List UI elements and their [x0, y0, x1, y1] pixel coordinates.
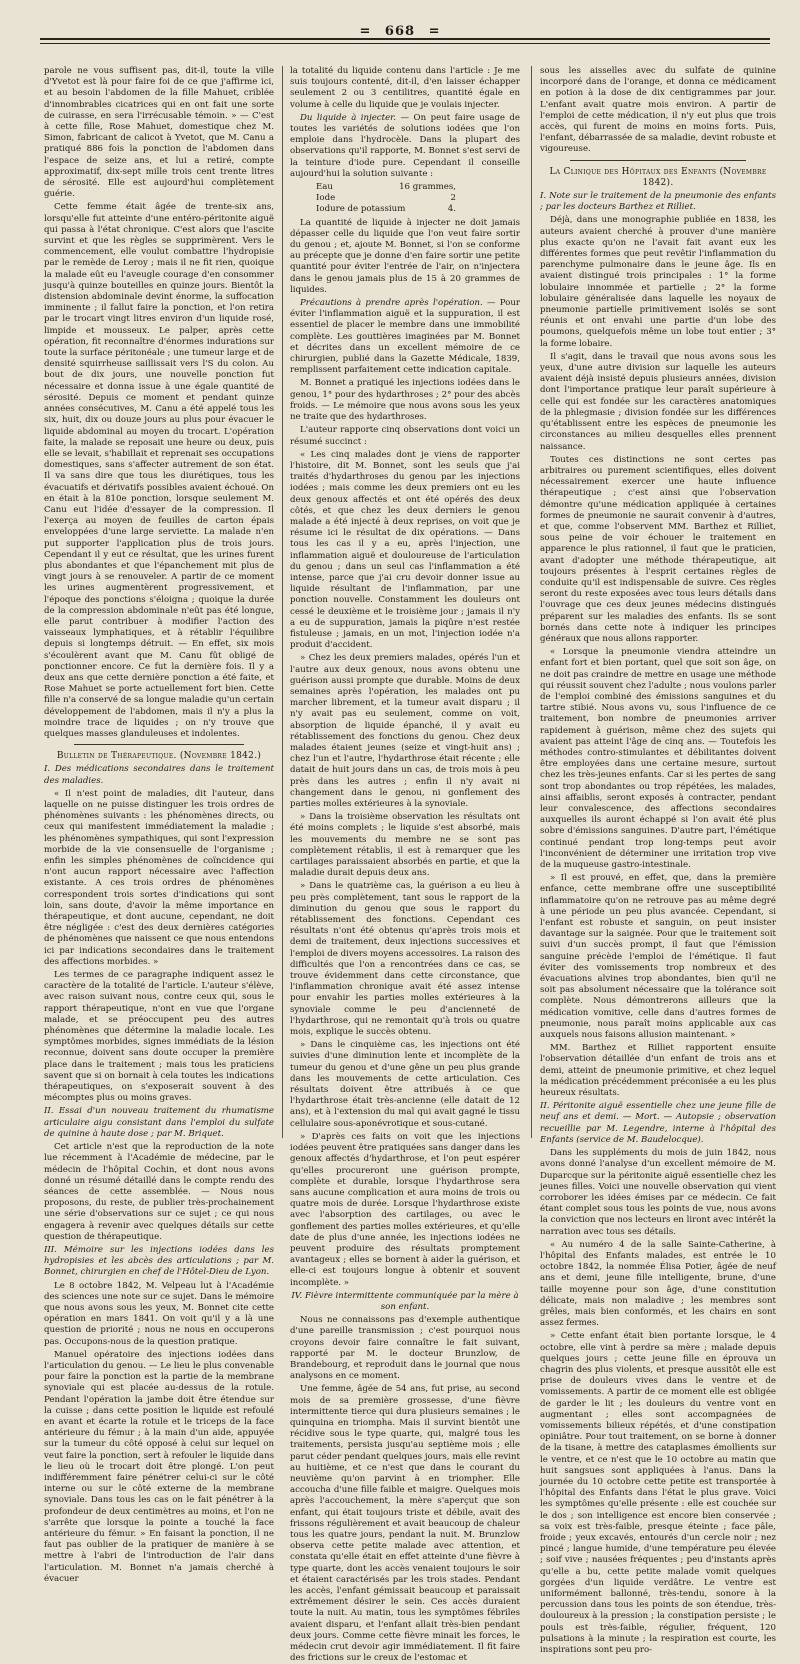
paragraph: » Il est prouvé, en effet, que, dans la première enfance, cette membrane offre une susceptibilité inflammatoire qu'on ne retrouve pas au même degré à une période un peu plus avancée. Cependant, si l'enfant est robuste et sanguin, on peut insister davantage sur la saignée. Pour que le traitement soit suivi d'un succès prompt, il faut que l'émission sanguine précède l'emploi de l'émétique. Il faut éviter des vomissements trop nombreux et des évacuations alvines trop abondantes, bien qu'il ne soit pas absolument nécessaire que la tolérance soit complète. Nous démontrerons ailleurs que la médication vomitive, celle dans d'autres formes de pneumonie, nous paraît moins applicable aux cas auxquels nous faisons allusion maintenant. »	[540, 873, 776, 1041]
page-number: = 668 =	[359, 24, 441, 39]
column-1	[44, 66, 274, 1584]
paragraph: « Les cinq malades dont je viens de rapporter l'histoire, dit M. Bonnet, sont les seuls que j'ai traités d'hydarthroses du genou par les injections iodées ; mais comme les deux premiers ont eu les deux genoux affectés et ont été opérés des deux côtés, et que chez les deux derniers le genou malade a été injecté à deux reprises, on voit que je résume ici le résultat de dix opérations. — Dans tous les cas il y a eu, après l'injection, une inflammation aiguë et douloureuse de l'articulation du genou ; dans un seul cas l'inflammation a été intense, parce que j'ai cru devoir donner issue au liquide résultant de l'inflammation, par une ponction nouvelle. Constamment les douleurs ont cessé le deuxième et le troisième jour ; jamais il n'y a eu de suppuration, jamais la piqûre n'est restée fistuleuse ; jamais, en un mot, l'injection iodée n'a produit d'accident.	[290, 449, 520, 651]
paragraph: » Chez les deux premiers malades, opérés l'un et l'autre aux deux genoux, nous avons obtenu une guérison aussi prompte que durable. Moins de deux semaines après l'opération, les malades ont pu marcher librement, et la tumeur avait disparu ; il n'y avait pas eu seulement, comme on voit, absorption de liquide épanché, il y avait eu rétablissement des fonctions du genou. Chez deux malades étaient jeunes (seize et vingt-huit ans) ; chez l'un et l'autre, l'hydarthrose était récente ; elle datait de huit jours dans un cas, de trois mois à peu près dans les autres ; enfin il n'y avait ni changement dans le genou, ni gonflement des parties molles extérieures à la synoviale.	[290, 653, 520, 809]
section-title: Bulletin de Thérapeutique. (Novembre 1842.)	[56, 751, 262, 762]
paragraph: la totalité du liquide contenu dans l'article : Je me suis toujours contenté, dit-il, d'en laisser échapper seulement 2 ou 3 centilitres, quantité égale en volume à celle du liquide que je voulais injecter.	[290, 66, 520, 110]
article-title: II. Péritonite aiguë essentielle chez une jeune fille de neuf ans et demi. — Mort. — Autopsie ; observation recueillie par M. Legendre, interne à l'hôpital des Enfants (service de M. Baudelocque).	[540, 1101, 776, 1145]
section-divider	[570, 160, 746, 161]
paragraph: Le 8 octobre 1842, M. Velpeau lut à l'Académie des sciences une note sur ce sujet. Dans le mémoire que nous avons sous les yeux, M. Bonnet cite cette opération en mars 1841. On voit qu'il y a là une question de priorité ; nous ne nous en occuperons pas. Occupons-nous de la question pratique.	[44, 1280, 274, 1347]
paragraph: » D'après ces faits on voit que les injections iodées peuvent être pratiquées sans danger dans les genoux affectés d'hydarthrose, et l'on peut espérer qu'elles procureront une guérison prompte, complète et durable, lorsque l'hydarthrose sera sans aucune complication et aura moins de trois ou quatre mois de durée. Lorsque l'hydarthrose existe avec l'absorption des cartilages, ou avec le gonflement des parties molles extérieures, et qu'elle date de plus d'une année, les injections iodées ne peuvent produire des résultats promptement avantageux ; elles se bornent à aider la guérison, et elle-ci est toujours longue à obtenir et souvent incomplète. »	[290, 1131, 520, 1288]
column-2	[290, 66, 520, 1664]
paragraph: Du liquide à injecter. — On peut faire usage de toutes les variétés de solutions iodées que l'on emploie dans l'hydrocèle. Dans la plupart des observations qu'il rapporte, M. Bonnet s'est servi de la teinture d'iode pure. Cependant il conseille aujourd'hui la solution suivante :	[290, 112, 520, 179]
formula	[316, 182, 456, 216]
paragraph: Cet article n'est que la reproduction de la note lue récemment à l'Académie de médecine, par le médecin de l'hôpital Cochin, et dont nous avons donné un résumé détaillé dans le compte rendu des séances de cette assemblée. — Nous nous proposons, du reste, de publier très-prochainement une série d'observations sur ce sujet ; ce qui nous engagera à revenir avec quelques détails sur cette question de thérapeutique.	[44, 1142, 274, 1242]
paragraph: « Au numéro 4 de la salle Sainte-Catherine, à l'hôpital des Enfants malades, est entrée le 10 octobre 1842, la nommée Élisa Potier, âgée de neuf ans et demi, jeune fille intelligente, brune, d'une taille moyenne pour son âge, d'une constitution délicate, mais non maladive ; les membres sont grêles, mais bien conformés, et les chairs en sont assez fermes.	[540, 1239, 776, 1329]
paragraph: Toutes ces distinctions ne sont certes pas arbitraires ou purement scientifiques, elles doivent nécessairement exercer une haute influence thérapeutique ; c'est ainsi que l'observation démontre qu'une médication appliquée à certaines formes de pneumonie ne saurait convenir à d'autres, et que, comme l'observent MM. Barthez et Rilliet, sous peine de voir échouer le traitement en apparence le plus rationnel, il faut que le praticien, avant d'adopter une méthode thérapeutique, ait toujours présentes à l'esprit certaines règles de conduite qu'il est indispensable de suivre. Ces règles seront du reste exposées avec tous leurs détails dans l'ouvrage que ces deux jeunes médecins distingués préparent sur les maladies des enfants. Ils se sont bornés dans cette note à indiquer les principes généraux que nous allons rapporter.	[540, 454, 776, 644]
article-title: III. Mémoire sur les injections iodées dans les hydropisies et les abcès des articulations ; par M. Bonnet, chirurgien en chef de l'Hôtel-Dieu de Lyon.	[44, 1244, 274, 1278]
paragraph: » Dans le quatrième cas, la guérison a eu lieu à peu près complètement, tant sous le rapport de la diminution du genou que sous le rapport du rétablissement des fonctions. Cependant ces résultats n'ont été obtenus qu'après trois mois et demi de traitement, deux injections successives et l'emploi de divers moyens accessoires. La raison des difficultés que l'on a rencontrées dans ce cas, se trouve évidemment dans cette circonstance, que l'inflammation chronique avait été assez intense pour envahir les parties molles extérieures à la synoviale comme le peu d'ancienneté de l'hydarthrose, qui ne remontait qu'à trois ou quatre mois, explique le succès obtenu.	[290, 881, 520, 1038]
column-divider	[531, 66, 532, 1138]
paragraph: Cette femme était âgée de trente-six ans, lorsqu'elle fut atteinte d'une entéro-péritonite aiguë qui passa à l'état chronique. C'est alors que l'ascite survint et que les règles se supprimèrent. Vers le commencement, elle voulut combattre l'hydropisie par le remède de Leroy ; mais il ne fit rien, quoique la malade eût eu l'aveugle courage d'en consommer jusqu'à quinze bouteilles en quinze jours. Bientôt la distension abdominale devint énorme, la suffocation imminente ; il fallut faire la ponction, et l'on retira par le trocart vingt litres environ d'un liquide rosé, limpide et mousseux. Le palper, après cette opération, fit reconnaître d'énormes indurations sur toute la surface péritonéale ; une tumeur large et de densité squirrheuse saillissait vers l'S du colon. Au bout de dix jours, une nouvelle ponction fut nécessaire et donna issue à une égale quantité de sérosité. Depuis ce moment et pendant quinze années consécutives, M. Canu a été appelé tous les six, huit, dix ou douze jours au plus pour évacuer le liquide abdominal au moyen du trocart. L'opération faite, la malade se reposait une heure ou deux, puis elle se levait, s'habillait et reprenait ses occupations domestiques, sans s'affecter autrement de son état. Il va sans dire que tous les diurétiques, tous les évacuatifs et dérivatifs possibles avaient échoué. On en était à la 810e ponction, lorsque seulement M. Canu eut l'idée d'essayer de la compression. Il l'exerça au moyen de feuilles de carton épais enveloppées d'une large serviette. La malade n'en put supporter l'application plus de trois jours. Cependant il y eut ce résultat, que les urines furent plus abondantes et que l'épanchement mit plus de vingt jours à se renouveler. A partir de ce moment les urines augmentèrent progressivement, et l'époque des ponctions s'éloigna ; quoique la durée de la compression abdominale n'eût pas été longue, elle parut contribuer à modifier l'action des vaisseaux lymphatiques, et à rétablir l'équilibre depuis si longtemps détruit. — En effet, six mois s'écoulèrent avant que M. Canu fût obligé de ponctionner encore. Ce fut la dernière fois. Il y a deux ans que cette dernière ponction a été faite, et Rose Mahuet se porte actuellement fort bien. Cette fille n'a conservé de sa longue maladie qu'un certain développement de l'abdomen, mais il n'y a plus la moindre trace de liquides ; on n'y trouve que quelques masses glanduleuses et indolentes.	[44, 202, 274, 739]
paragraph: Nous ne connaissons pas d'exemple authentique d'une pareille transmission ; c'est pourquoi nous croyons devoir faire connaître le fait suivant, rapporté par M. le docteur Brunzlow, de Brandebourg, et reproduit dans le journal que nous analysons en ce moment.	[290, 1315, 520, 1382]
paragraph: Dans les suppléments du mois de juin 1842, nous avons donné l'analyse d'un excellent mémoire de M. Duparcque sur la péritonite aiguë essentielle chez les jeunes filles. Voici une nouvelle observation qui vient corroborer les idées émises par ce médecin. Ce fait étant complet sous tous les points de vue, nous avons la conviction que nos lecteurs en liront avec intérêt la narration avec tous ses détails.	[540, 1148, 776, 1237]
paragraph: Les termes de ce paragraphe indiquent assez le caractère de la totalité de l'article. L'auteur s'élève, avec raison suivant nous, contre ceux qui, sous le rapport thérapeutique, n'ont en vue que l'organe malade, et se préoccupent peu des autres phénomènes que détermine la maladie locale. Les symptômes morbides, signes immédiats de la lésion reconnue, doivent sans doute occuper la première place dans le traitement ; mais tous les praticiens savent que si on bornait à cela toutes les indications thérapeutiques, on s'exposerait souvent à des mécomptes plus ou moins graves.	[44, 970, 274, 1104]
header-rule	[40, 38, 770, 40]
paragraph: sous les aisselles avec du sulfate de quinine incorporé dans de l'orange, et donna ce médicament en potion à la dose de dix centigrammes par jour. L'enfant avait quatre mois environ. A partir de l'emploi de cette médication, il n'y eut plus que trois accès, qui furent de moins en moins forts. Puis, l'enfant, débarrassée de sa maladie, devint robuste et vigoureuse.	[540, 66, 776, 155]
formula-row: Iodure de potassium 4.	[316, 204, 456, 215]
article-title: I. Note sur le traitement de la pneumonie des enfants ; par les docteurs Barthez et Rilliet.	[540, 191, 776, 213]
article-title: II. Essai d'un nouveau traitement du rhumatisme articulaire aigu consistant dans l'emploi du sulfate de quinine à haute dose ; par M. Briquet.	[44, 1106, 274, 1139]
paragraph: Manuel opératoire des injections iodées dans l'articulation du genou. — Le lieu le plus convenable pour faire la ponction est la partie de la membrane synoviale qui est placée au-dessus de la rotule. Pendant l'opération la jambe doit être étendue sur la cuisse ; dans cette position le liquide est refoulé en avant et écarte la rotule et le triceps de la face antérieure du fémur ; à la main d'un aide, appuyée sur la tumeur du côté opposé à celui sur lequel on veut faire la ponction, sert à refouler le liquide dans le lieu où le trocart doit être plongé. L'on peut indifféremment faire pénétrer celui-ci sur le côté interne ou sur le côté externe de la membrane synoviale. Dans tous les cas on le fait pénétrer à la profondeur de deux centimètres au moins, et l'on ne s'arrête que lorsque la pointe a touché la face antérieure du fémur. » En faisant la ponction, il ne faut pas oublier de la pratiquer de manière à se mettre à l'abri de l'introduction de l'air dans l'articulation. M. Bonnet n'a jamais cherché à évacuer	[44, 1349, 274, 1584]
article-title: IV. Fièvre intermittente communiquée par la mère à son enfant.	[291, 1290, 519, 1312]
subheading: Précautions à prendre après l'opération.	[300, 298, 483, 309]
column-3	[540, 66, 776, 1656]
subheading: Du liquide à injecter.	[300, 112, 397, 123]
paragraph: Déjà, dans une monographie publiée en 1838, les auteurs avaient cherché à prouver d'une manière plus exacte qu'on ne l'avait fait avant eux les différentes formes que peut revêtir l'inflammation du parenchyme pulmonaire dans le jeune âge. Ils en avaient distingué trois principales : 1° la forme lobulaire innommée et partielle ; 2° la forme lobulaire généralisée dans laquelle les noyaux de pneumonie partielle primitivement isolés se sont réunis et ont envahi une partie d'un lobe des poumons, quelquefois même un lobe tout entier ; 3° la forme lobaire.	[540, 215, 776, 349]
paragraph: » Cette enfant était bien portante lorsque, le 4 octobre, elle vint à perdre sa mère ; malade depuis quelques jours ; cette jeune fille en éprouva un chagrin des plus violents, et presque aussitôt elle est prise de douleurs vives dans le ventre et de vomissements. A partir de ce moment elle est obligée de garder le lit ; les douleurs du ventre vont en augmentant ; elles sont accompagnées de vomissements bilieux répétés, et d'une constipation opiniâtre. Pour tout traitement, on se borne à donner de la tisane, à mettre des cataplasmes émollients sur le ventre, et ce n'est que le 10 octobre au matin que huit sangsues sont appliquées à l'anus. Dans la journée du 10 octobre cette petite est transportée à l'hôpital des Enfants dans l'état le plus grave. Voici les symptômes qu'elle présente : elle est couchée sur le dos ; son intelligence est encore bien conservée ; sa voix est très-faible, presque éteinte ; face pâle, froide ; yeux excavés, entourés d'un cercle noir ; nez pincé ; langue humide, d'une température peu élevée ; soif vive ; nausées fréquentes ; peu d'instants après qu'elle a bu, cette petite malade vomit quelques gorgées d'un liquide verdâtre. Le ventre est uniformément ballonné, très-tendu, sonore à la percussion dans tous les points de son étendue, très-douloureux à la pression ; la constipation persiste ; le pouls est très-faible, régulier, fréquent, 120 pulsations à la minute ; la respiration est courte, les inspirations sont peu pro-	[540, 1331, 776, 1656]
paragraph: » Dans la troisième observation les résultats ont été moins complets ; le liquide s'est absorbé, mais les mouvements du membre ne se sont pas complètement rétablis, il est à remarquer que les cartilages paraissaient absorbés en partie, et que la maladie durait depuis deux ans.	[290, 812, 520, 879]
paragraph: « Lorsque la pneumonie viendra atteindre un enfant fort et bien portant, quel que soit son âge, on ne doit pas craindre de mettre en usage une méthode qui réussit souvent chez l'adulte ; nous voulons parler de l'emploi combiné des émissions sanguines et du tartre stibié. Nous avons vu, sous l'influence de ce traitement, bon nombre de pneumonies arriver rapidement à guérison, même chez des sujets qui avaient pas atteint l'âge de cinq ans. — Toutefois les méthodes contro-stimulantes et débilitantes doivent être employées dans une certaine mesure, surtout chez les très-jeunes enfants. Car si les pertes de sang sont trop abondantes ou trop répétées, les malades, ainsi affaiblis, seront exposés à contracter, pendant leur convalescence, des affections secondaires auxquelles ils auront échappé si l'on avait été plus sobre d'émissions sanguines. D'autre part, l'émétique continué pendant trop long-temps peut avoir l'inconvénient de déterminer une irritation trop vive de la muqueuse gastro-intestinale.	[540, 647, 776, 871]
article-title: I. Des médications secondaires dans le traitement des maladies.	[44, 764, 274, 786]
paragraph: » Dans le cinquième cas, les injections ont été suivies d'une diminution lente et incomplète de la tumeur du genou et d'une gêne un peu plus grande dans les mouvements de cette articulation. Ces résultats doivent être attribués à ce que l'hydarthrose était très-ancienne (elle datait de 12 ans), et à l'extension du mal qui avait gagné le tissu cellulaire sous-aponévrotique et sous-cutané.	[290, 1040, 520, 1129]
paragraph: L'auteur rapporte cinq observations dont voici un résumé succinct :	[290, 425, 520, 447]
header-rule-thin	[40, 43, 770, 44]
paragraph: MM. Barthez et Rilliet rapportent ensuite l'observation détaillée d'un enfant de trois ans et demi, atteint de pneumonie primitive, et chez lequel la médication précédemment préconisée a eu les plus heureux résultats.	[540, 1043, 776, 1099]
paragraph: parole ne vous suffisent pas, dit-il, toute la ville d'Yvetot est là pour faire foi de ce que j'affirme ici, et au besoin l'abdomen de la fille Mahuet, criblée d'innombrables cicatrices qui en ont fait une sorte de cuirasse, en sera l'irrécusable témoin. » — C'est à cette fille, Rose Mahuet, domestique chez M. Simon, fabricant de calicot à Yvetot, que M. Canu a pratiqué 886 fois la ponction de l'abdomen dans l'espace de seize ans, et lui a retiré, compte approximatif, dix-sept mille trois cent trente litres de sérosité. Elle est aujourd'hui complètement guérie.	[44, 66, 274, 200]
column-divider	[282, 66, 283, 1138]
section-title: La Clinique des Hôpitaux des Enfants (Novembre 1842).	[549, 166, 767, 188]
paragraph: Il s'agit, dans le travail que nous avons sous les yeux, d'une autre division sur laquelle les auteurs avaient déjà insisté depuis plusieurs années, division dont l'importance pratique leur paraît supérieure à celle qui est fondée sur les caractères anatomiques de la phlegmasie ; division fondée sur les différences qu'établissent entre les espèces de pneumonie les circonstances au milieu desquelles elles prennent naissance.	[540, 351, 776, 452]
section-divider	[74, 744, 244, 745]
formula-row: Iode 2	[316, 193, 456, 204]
paragraph: « Il n'est point de maladies, dit l'auteur, dans laquelle on ne puisse distinguer les trois ordres de phénomènes suivants : les phénomènes directs, ou ceux qui manifestent immédiatement la maladie ; les phénomènes sympathiques, qui sont l'expression morbide de la vie consensuelle de l'organisme ; enfin les simples phénomènes de coïncidence qui n'ont aucun rapport nécessaire avec l'affection existante. A ces trois ordres de phénomènes correspondent trois sortes d'indications qui sont loin, sans doute, d'avoir la même importance en thérapeutique, et dont aucune, cependant, ne doit être négligée : c'est des deux dernières catégories de phénomènes que naissent ce que nous entendons ici par indications secondaires dans le traitement des affections morbides. »	[44, 788, 274, 967]
formula-row: Eau 16 grammes,	[316, 182, 456, 193]
paragraph: Une femme, âgée de 54 ans, fut prise, au second mois de sa première grossesse, d'une fièvre intermittente tierce qui dura plusieurs semaines ; le quinquina en triompha. Mais il survint bientôt une récidive sous le type quarte, qui, malgré tous les traitements, persista jusqu'au septième mois ; elle parut céder pendant quelques jours, mais elle revint au huitième, et ce n'est que dans le courant du neuvième qu'on parvint à en triompher. Elle accoucha d'une fille faible et maigre. Quelques mois après l'accouchement, la mère s'aperçut que son enfant, qui était toujours triste et débile, avait des frissons régulièrement et avait beaucoup de chaleur tous les quatre jours, pendant la nuit. M. Brunzlow observa cette petite malade avec attention, et constata qu'elle était en effet atteinte d'une fièvre à type quarte, dont les accès venaient toujours le soir et étaient caractérisés par les trois stades. Pendant les accès, l'enfant gémissait beaucoup et paraissait extrêmement désirer le sein. Ces accès duraient toute la nuit. Au matin, tous les symptômes fébriles avaient disparu, et l'enfant allait très-bien pendant deux jours. Comme cette fièvre minait les forces, le médecin crut devoir agir immédiatement. Il fit faire des frictions sur le creux de l'estomac et	[290, 1384, 520, 1664]
paragraph: Précautions à prendre après l'opération. — Pour éviter l'inflammation aiguë et la suppuration, il est essentiel de placer le membre dans une immobilité complète. Les gouttières imaginées par M. Bonnet et décrites dans un excellent mémoire de ce chirurgien, publié dans la Gazette Médicale, 1839, remplissent parfaitement cette indication capitale.	[290, 298, 520, 376]
paragraph: M. Bonnet a pratiqué les injections iodées dans le genou, 1° pour des hydarthroses ; 2° pour des abcès froids. — Le mémoire que nous avons sous les yeux ne traite que des hydarthroses.	[290, 378, 520, 423]
paragraph: La quantité de liquide à injecter ne doit jamais dépasser celle du liquide que l'on veut faire sortir du genou ; et, ajoute M. Bonnet, si l'on se conforme au précepte que je donne d'en faire sortir une petite quantité pour éviter l'entrée de l'air, on n'injectera dans le genou jamais plus de 15 à 20 grammes de liquides.	[290, 217, 520, 295]
